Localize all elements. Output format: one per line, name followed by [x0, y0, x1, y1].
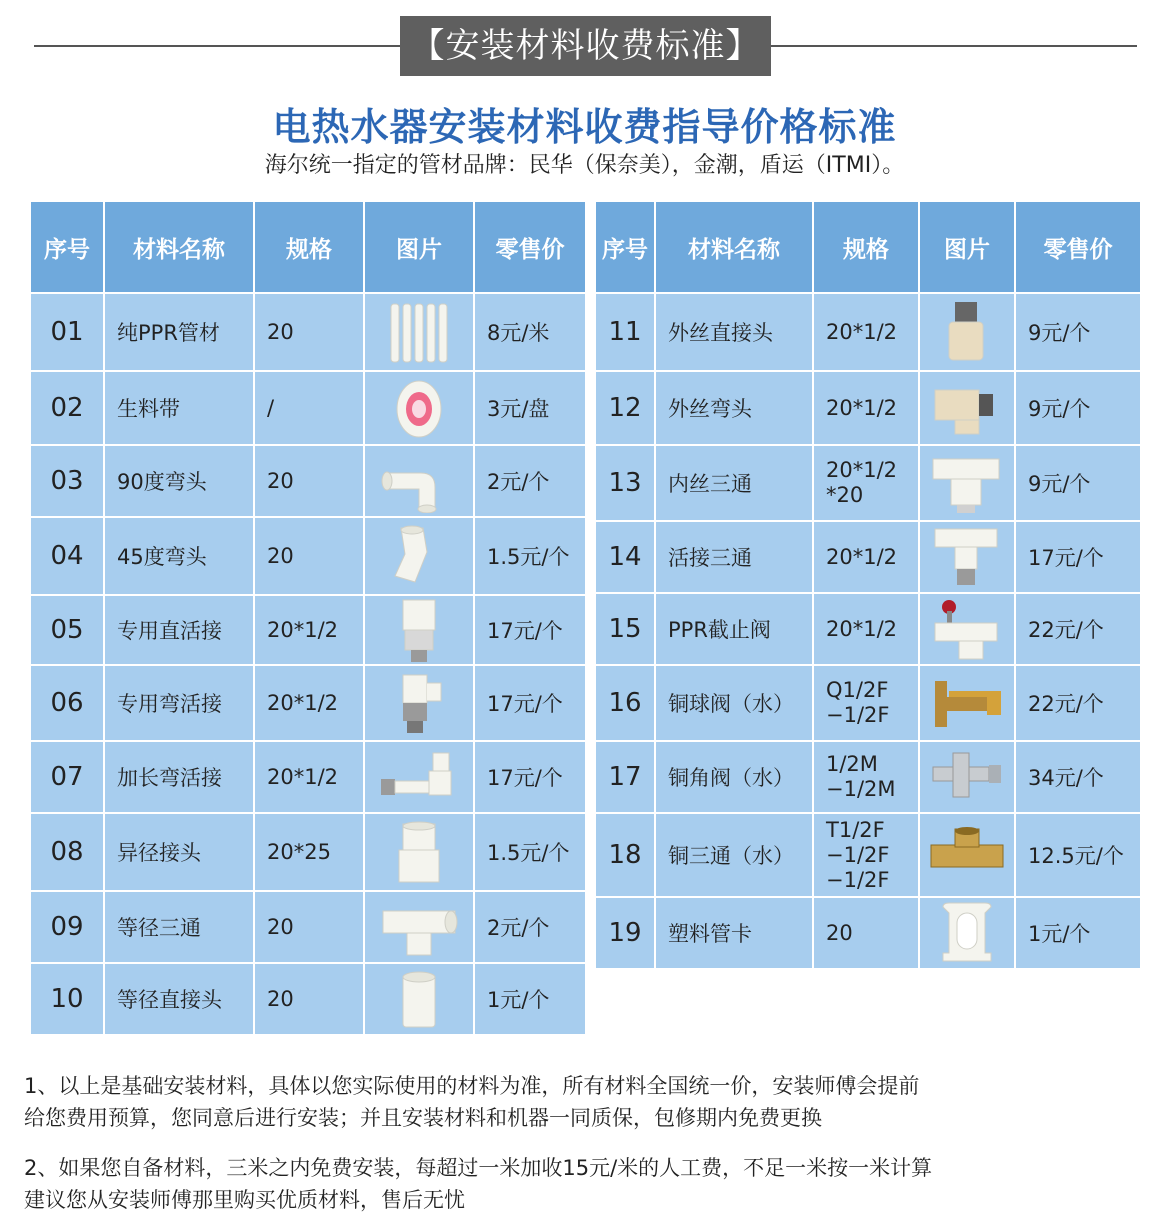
row-spec — [254, 665, 364, 741]
materials-table-right — [594, 200, 1142, 970]
table-row — [30, 293, 586, 371]
table-row — [30, 371, 586, 445]
header-name: 材料名称 — [104, 201, 254, 293]
header-picture: 图片 — [919, 201, 1015, 293]
table-row — [595, 521, 1141, 593]
row-spec-line: Q1/2F — [826, 678, 889, 702]
row-spec-line: T1/2F — [826, 817, 885, 842]
row-picture — [364, 371, 474, 445]
table-row — [30, 963, 586, 1035]
row-name: 铜角阀（水） — [655, 741, 813, 813]
row-price: 17元/个 — [474, 665, 586, 741]
row-spec-line: −1/2M — [826, 777, 896, 801]
row-spec — [254, 963, 364, 1035]
row-name: 外丝弯头 — [655, 371, 813, 445]
row-spec-line: 20*1/2 — [826, 544, 898, 569]
row-price: 1元/个 — [474, 963, 586, 1035]
row-spec-line: 1/2M — [826, 752, 878, 776]
table-row — [30, 595, 586, 665]
row-number: 16 — [595, 665, 655, 741]
row-name: 生料带 — [104, 371, 254, 445]
row-price: 8元/米 — [474, 293, 586, 371]
row-name: 内丝三通 — [655, 445, 813, 521]
row-picture — [919, 813, 1015, 897]
row-spec-line: 20*1/2 — [826, 319, 898, 344]
header-no: 序号 — [595, 201, 655, 293]
female-thread-tee-icon — [927, 451, 1007, 515]
table-row — [30, 741, 586, 813]
note-1-line-2: 给您费用预算，您同意后进行安装；并且安装材料和机器一同质保，包修期内免费更换 — [24, 1106, 822, 1130]
row-number: 15 — [595, 593, 655, 665]
row-price: 1.5元/个 — [474, 517, 586, 595]
row-price: 22元/个 — [1015, 665, 1141, 741]
row-spec — [813, 665, 919, 741]
elbow-45-icon — [379, 524, 459, 588]
row-number: 03 — [30, 445, 104, 517]
row-price: 9元/个 — [1015, 293, 1141, 371]
straight-union-icon — [379, 598, 459, 662]
banner-rule-left — [34, 45, 400, 47]
row-name: 等径三通 — [104, 891, 254, 963]
row-number: 14 — [595, 521, 655, 593]
reducer-icon — [379, 820, 459, 884]
row-picture — [919, 521, 1015, 593]
row-number: 07 — [30, 741, 104, 813]
row-name: PPR截止阀 — [655, 593, 813, 665]
row-picture — [919, 593, 1015, 665]
row-price: 17元/个 — [1015, 521, 1141, 593]
row-price: 17元/个 — [474, 741, 586, 813]
table-header-row — [30, 201, 586, 293]
header-spec: 规格 — [254, 201, 364, 293]
stop-valve-icon — [927, 597, 1007, 661]
row-price: 1元/个 — [1015, 897, 1141, 969]
row-picture — [919, 665, 1015, 741]
section-banner: 【安装材料收费标准】 — [400, 16, 771, 76]
row-number: 18 — [595, 813, 655, 897]
row-spec-text: 20*1/2 — [267, 617, 339, 642]
note-1 — [24, 1070, 1154, 1134]
row-name: 专用直活接 — [104, 595, 254, 665]
row-spec — [254, 595, 364, 665]
row-spec-line: 20*1/2 — [826, 395, 898, 420]
row-spec — [254, 891, 364, 963]
row-picture — [364, 595, 474, 665]
ball-valve-icon — [927, 671, 1007, 735]
row-number: 08 — [30, 813, 104, 891]
row-picture — [364, 293, 474, 371]
row-spec — [254, 445, 364, 517]
row-spec — [813, 445, 919, 521]
male-thread-elbow-icon — [927, 376, 1007, 440]
pipe-icon — [379, 300, 459, 364]
row-price: 3元/盘 — [474, 371, 586, 445]
row-spec — [254, 371, 364, 445]
row-number: 13 — [595, 445, 655, 521]
elbow-union-icon — [379, 671, 459, 735]
row-name: 纯PPR管材 — [104, 293, 254, 371]
row-number: 01 — [30, 293, 104, 371]
row-spec — [813, 741, 919, 813]
note-2 — [24, 1152, 1154, 1216]
row-picture — [919, 445, 1015, 521]
row-spec — [813, 293, 919, 371]
row-picture — [364, 665, 474, 741]
row-spec-line: 20*1/2 — [826, 458, 898, 482]
row-spec — [813, 371, 919, 445]
table-row — [595, 897, 1141, 969]
note-2-line-1: 2、如果您自备材料，三米之内免费安装，每超过一米加收15元/米的人工费，不足一米按一米计算 — [24, 1156, 933, 1180]
row-name: 90度弯头 — [104, 445, 254, 517]
elbow-90-icon — [379, 449, 459, 513]
row-spec-text: 20 — [267, 468, 294, 493]
row-name: 外丝直接头 — [655, 293, 813, 371]
header-price: 零售价 — [1015, 201, 1141, 293]
row-number: 05 — [30, 595, 104, 665]
row-spec-text: 20*1/2 — [267, 690, 339, 715]
row-picture — [919, 371, 1015, 445]
row-price: 17元/个 — [474, 595, 586, 665]
row-name: 异径接头 — [104, 813, 254, 891]
tape-roll-icon — [379, 376, 459, 440]
header-picture: 图片 — [364, 201, 474, 293]
row-price: 22元/个 — [1015, 593, 1141, 665]
row-price: 1.5元/个 — [474, 813, 586, 891]
table-row — [595, 593, 1141, 665]
banner-rule-right — [771, 45, 1137, 47]
row-spec — [254, 741, 364, 813]
table-row — [595, 665, 1141, 741]
long-elbow-union-icon — [379, 745, 459, 809]
header-price: 零售价 — [474, 201, 586, 293]
table-row — [595, 813, 1141, 897]
row-spec — [813, 593, 919, 665]
coupling-icon — [379, 967, 459, 1031]
row-picture — [364, 517, 474, 595]
row-name: 加长弯活接 — [104, 741, 254, 813]
row-picture — [364, 741, 474, 813]
row-spec — [813, 813, 919, 897]
table-row — [30, 517, 586, 595]
row-spec-text: / — [267, 395, 275, 420]
row-spec-line: *20 — [826, 483, 864, 507]
table-row — [30, 665, 586, 741]
row-price: 2元/个 — [474, 891, 586, 963]
row-spec — [813, 897, 919, 969]
note-1-line-1: 1、以上是基础安装材料，具体以您实际使用的材料为准，所有材料全国统一价，安装师傅会提前 — [24, 1074, 920, 1098]
row-picture — [919, 741, 1015, 813]
row-picture — [919, 293, 1015, 371]
table-header-row — [595, 201, 1141, 293]
header-no: 序号 — [30, 201, 104, 293]
row-number: 10 — [30, 963, 104, 1035]
pipe-clip-icon — [927, 901, 1007, 965]
table-row — [30, 891, 586, 963]
row-spec-text: 20 — [267, 543, 294, 568]
header-spec: 规格 — [813, 201, 919, 293]
row-number: 02 — [30, 371, 104, 445]
row-number: 11 — [595, 293, 655, 371]
row-name: 等径直接头 — [104, 963, 254, 1035]
row-spec-line: −1/2F — [826, 842, 890, 867]
row-spec-text: 20 — [267, 986, 294, 1011]
brass-tee-icon — [927, 823, 1007, 887]
table-row — [595, 445, 1141, 521]
brand-subtitle: 海尔统一指定的管材品牌：民华（保奈美），金潮，盾运（ITMI）。 — [264, 153, 905, 178]
row-spec — [254, 517, 364, 595]
row-price: 12.5元/个 — [1015, 813, 1141, 897]
row-name: 活接三通 — [655, 521, 813, 593]
angle-valve-icon — [927, 745, 1007, 809]
male-thread-coupling-icon — [927, 300, 1007, 364]
row-name: 45度弯头 — [104, 517, 254, 595]
row-number: 04 — [30, 517, 104, 595]
row-spec-text: 20*1/2 — [267, 764, 339, 789]
row-spec-line: 20*1/2 — [826, 616, 898, 641]
union-tee-icon — [927, 525, 1007, 589]
row-number: 12 — [595, 371, 655, 445]
row-price: 2元/个 — [474, 445, 586, 517]
row-spec — [813, 521, 919, 593]
row-price: 9元/个 — [1015, 371, 1141, 445]
row-spec-text: 20*25 — [267, 839, 331, 864]
row-picture — [364, 813, 474, 891]
row-picture — [919, 897, 1015, 969]
materials-table-left — [29, 200, 587, 1036]
row-picture — [364, 963, 474, 1035]
row-spec-line: 20 — [826, 920, 853, 945]
row-number: 09 — [30, 891, 104, 963]
row-spec-line: −1/2F — [826, 703, 890, 727]
row-name: 塑料管卡 — [655, 897, 813, 969]
row-spec-text: 20 — [267, 914, 294, 939]
note-2-line-2: 建议您从安装师傅那里购买优质材料，售后无忧 — [24, 1188, 465, 1212]
row-number: 19 — [595, 897, 655, 969]
table-row — [595, 293, 1141, 371]
row-spec — [254, 293, 364, 371]
row-name: 铜三通（水） — [655, 813, 813, 897]
page-title: 电热水器安装材料收费指导价格标准 — [272, 105, 897, 149]
header-name: 材料名称 — [655, 201, 813, 293]
table-row — [595, 371, 1141, 445]
row-price: 9元/个 — [1015, 445, 1141, 521]
row-spec-text: 20 — [267, 319, 294, 344]
row-number: 06 — [30, 665, 104, 741]
row-spec — [254, 813, 364, 891]
tee-icon — [379, 895, 459, 959]
table-row — [30, 813, 586, 891]
row-name: 专用弯活接 — [104, 665, 254, 741]
row-picture — [364, 445, 474, 517]
row-picture — [364, 891, 474, 963]
table-row — [30, 445, 586, 517]
row-number: 17 — [595, 741, 655, 813]
row-price: 34元/个 — [1015, 741, 1141, 813]
row-name: 铜球阀（水） — [655, 665, 813, 741]
table-row — [595, 741, 1141, 813]
row-spec-line: −1/2F — [826, 867, 890, 892]
